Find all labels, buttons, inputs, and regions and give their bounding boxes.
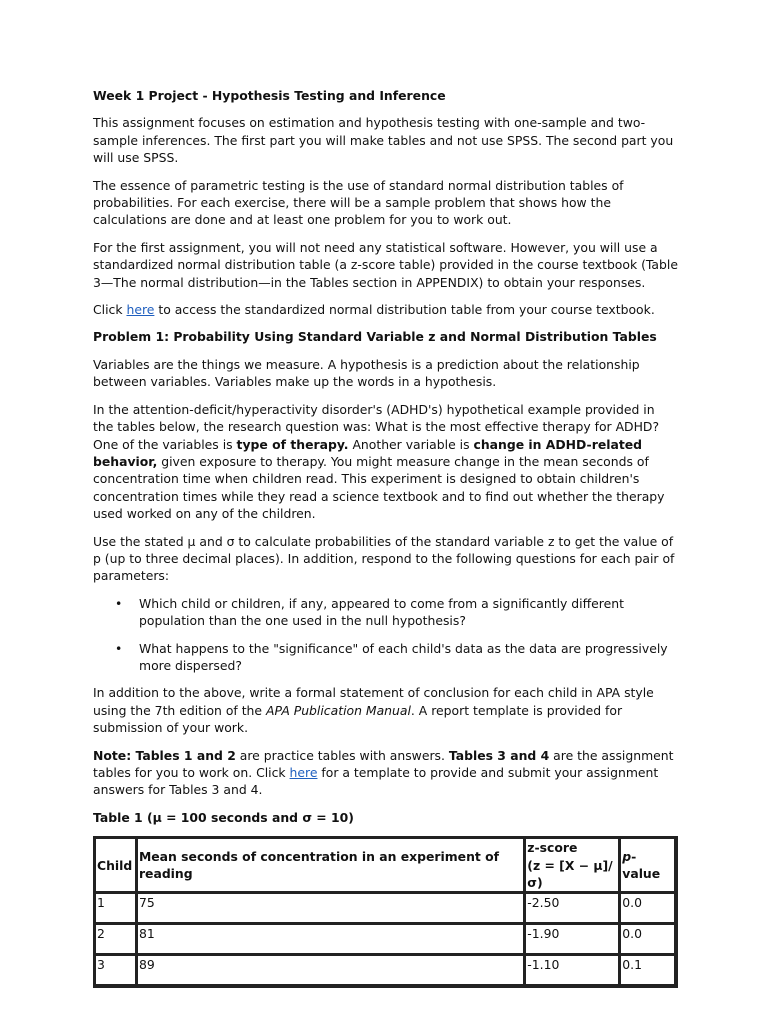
- question-item: • Which child or children, if any, appeared to come from a significantly different population than the one used in the null hypothesis?: [139, 595, 678, 630]
- conclusion-text-2: . A report template is provided for submission of your work.: [93, 702, 623, 736]
- header-p-value: [620, 838, 676, 893]
- cell-p: 0.1: [620, 955, 676, 986]
- cell-p: 0.0: [620, 893, 676, 924]
- header-z-score-line1: z-score: [527, 840, 578, 856]
- normal-table-link[interactable]: here: [126, 302, 155, 318]
- cell-z: -1.90: [525, 924, 620, 955]
- header-z-score-formula: (z = [X − μ]/σ): [527, 857, 613, 891]
- header-p-italic: p: [622, 848, 632, 864]
- note-paragraph: [93, 747, 678, 799]
- table-row: [95, 893, 676, 924]
- click-here-before: Click: [93, 302, 127, 318]
- table-1-caption: Table 1 (μ = 100 seconds and σ = 10): [93, 809, 354, 825]
- cell-mean: 75: [137, 893, 525, 924]
- adhd-text-2: Another variable is: [348, 436, 474, 452]
- adhd-text-1: In the attention-deficit/hyperactivity disorder's (ADHD's) hypothetical example provided in the tables below, the research question was: What is the most effective therapy for ADHD? One of the variables is: [93, 401, 660, 452]
- header-child: Child: [95, 838, 137, 893]
- cell-z: -1.10: [525, 955, 620, 986]
- cell-mean: 81: [137, 924, 525, 955]
- intro-paragraph: This assignment focuses on estimation and hypothesis testing with one-sample and two-sample inferences. The first part you will make tables and not use SPSS. The second part you will use SPSS.: [93, 115, 674, 166]
- essence-paragraph: The essence of parametric testing is the use of standard normal distribution tables of probabilities. For each exercise, there will be a sample problem that shows how the calculations are done and at least one problem for you to work out.: [93, 177, 624, 228]
- header-z-score: [525, 838, 620, 893]
- cell-child: 1: [95, 893, 137, 924]
- variables-paragraph: Variables are the things we measure. A hypothesis is a prediction about the relationship between variables. Variables make up the words in a hypothesis.: [93, 356, 640, 390]
- cell-p: 0.0: [620, 924, 676, 955]
- cell-child: 3: [95, 955, 137, 986]
- conclusion-paragraph: [93, 684, 678, 736]
- question-list: [93, 595, 678, 675]
- cell-child: 2: [95, 924, 137, 955]
- note-text-3: for a template to provide and submit your assignment answers for Tables 3 and 4.: [93, 765, 659, 798]
- note-text-1: are practice tables with answers.: [235, 747, 449, 763]
- cell-z: -2.50: [525, 893, 620, 924]
- table-row: [95, 924, 676, 955]
- table-1: [93, 836, 678, 988]
- document-title: Week 1 Project - Hypothesis Testing and Inference: [93, 88, 446, 103]
- note-text-2: are the assignment tables for you to work on. Click: [93, 747, 674, 780]
- template-link[interactable]: here: [289, 765, 318, 780]
- adhd-bold-change-in-behavior: change in ADHD-related behavior,: [93, 436, 643, 469]
- adhd-text-3: given exposure to therapy. You might measure change in the mean seconds of concentration time when children read. This experiment is designed to obtain children's concentration times while they read a science textbook and to find out whether the therapy used worked on any of the children.: [93, 453, 665, 522]
- click-here-after: to access the standardized normal distribution table from your course textbook.: [154, 302, 655, 318]
- cell-mean: 89: [137, 955, 525, 986]
- question-item: • What happens to the "significance" of each child's data as the data are progressively more dispersed?: [139, 640, 678, 675]
- document-page: [93, 87, 678, 988]
- apa-manual-title: APA Publication Manual: [265, 702, 411, 718]
- table-header-row: [95, 838, 676, 893]
- problem-1-heading: Problem 1: Probability Using Standard Variable z and Normal Distribution Tables: [93, 329, 657, 345]
- click-here-paragraph: [93, 301, 678, 318]
- note-label: Note: Tables 1 and 2: [93, 747, 236, 763]
- table-row: [95, 955, 676, 986]
- conclusion-text-1: In addition to the above, write a formal statement of conclusion for each child in APA style using the 7th edition of the: [93, 685, 654, 718]
- adhd-paragraph: [93, 401, 678, 523]
- use-stated-paragraph: Use the stated μ and σ to calculate probabilities of the standard variable z to get the value of p (up to three decimal places). In addition, respond to the following questions for each pair of parameters:: [93, 533, 675, 584]
- note-tables-3-4: Tables 3 and 4: [448, 747, 550, 763]
- header-mean-seconds: Mean seconds of concentration in an experiment of reading: [137, 838, 525, 893]
- header-p-rest: -value: [622, 848, 661, 882]
- adhd-bold-type-of-therapy: type of therapy.: [236, 436, 349, 452]
- first-assignment-paragraph: For the first assignment, you will not need any statistical software. However, you will use a standardized normal distribution table (a z-score table) provided in the course textbook (Table 3—The normal distribution—in the Tables section in APPENDIX) to obtain your responses.: [93, 239, 678, 290]
